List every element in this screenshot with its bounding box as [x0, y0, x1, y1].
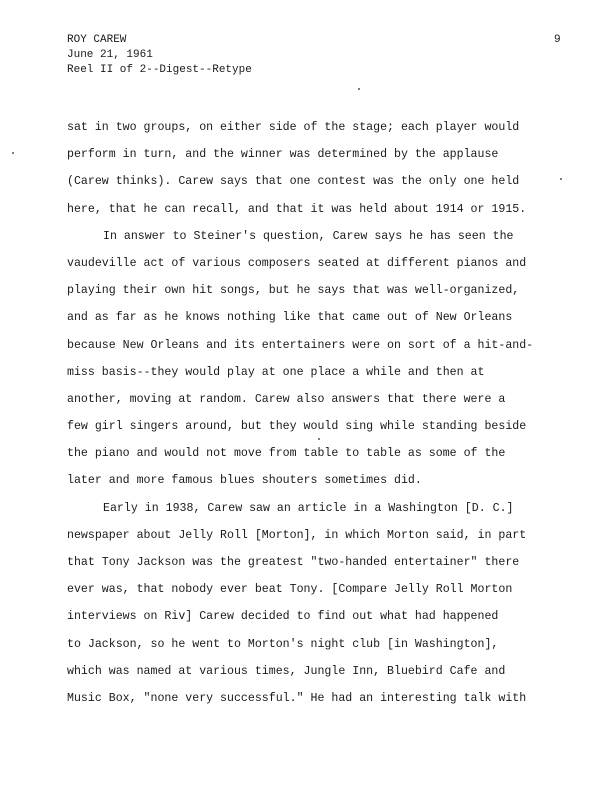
scan-speck	[12, 152, 14, 154]
text-line: sat in two groups, on either side of the stage; each player would	[67, 121, 520, 134]
scan-speck	[358, 88, 360, 90]
text-line: miss basis--they would play at one place a while and then at	[67, 365, 485, 379]
scan-speck	[318, 438, 320, 440]
text-line: which was named at various times, Jungle Inn, Bluebird Cafe and	[67, 664, 506, 678]
text-line: to Jackson, so he went to Morton's night club [in Washington],	[67, 637, 499, 651]
text-line: newspaper about Jelly Roll [Morton], in which Morton said, in part	[67, 528, 527, 542]
text-line: another, moving at random. Carew also answers that there were a	[67, 392, 506, 406]
text-line: the piano and would not move from table to table as some of the	[67, 447, 506, 461]
text-line: few girl singers around, but they would sing while standing beside	[67, 420, 527, 434]
paragraph-start-line: In answer to Steiner's question, Carew says he has seen the	[103, 229, 514, 243]
text-line: vaudeville act of various composers seated at different pianos and	[67, 256, 527, 270]
page-number: 9	[554, 34, 561, 46]
text-line: Music Box, "none very successful." He had an interesting talk with	[67, 691, 527, 705]
text-line: and as far as he knows nothing like that came out of New Orleans	[67, 311, 513, 325]
text-line: later and more famous blues shouters sometimes did.	[67, 474, 422, 488]
text-line: (Carew thinks). Carew says that one contest was the only one held	[67, 175, 520, 189]
header-reel: Reel II of 2--Digest--Retype	[67, 64, 252, 76]
header-name: ROY CAREW	[67, 34, 127, 46]
text-line: that Tony Jackson was the greatest "two-handed entertainer" there	[67, 556, 520, 569]
text-line: here, that he can recall, and that it was held about 1914 or 1915.	[67, 202, 527, 216]
scan-speck	[560, 178, 562, 180]
text-line: ever was, that nobody ever beat Tony. [Compare Jelly Roll Morton	[67, 583, 513, 597]
header-date: June 21, 1961	[67, 49, 153, 61]
transcript-body	[67, 114, 567, 712]
text-line: because New Orleans and its entertainers were on sort of a hit-and-	[67, 338, 534, 352]
paragraph-start-line: Early in 1938, Carew saw an article in a Washington [D. C.]	[103, 501, 514, 515]
text-line: playing their own hit songs, but he says that was well-organized,	[67, 284, 520, 298]
document-header	[67, 33, 252, 78]
text-line: interviews on Riv] Carew decided to find out what had happened	[67, 610, 499, 624]
text-line: perform in turn, and the winner was determined by the applause	[67, 148, 499, 162]
